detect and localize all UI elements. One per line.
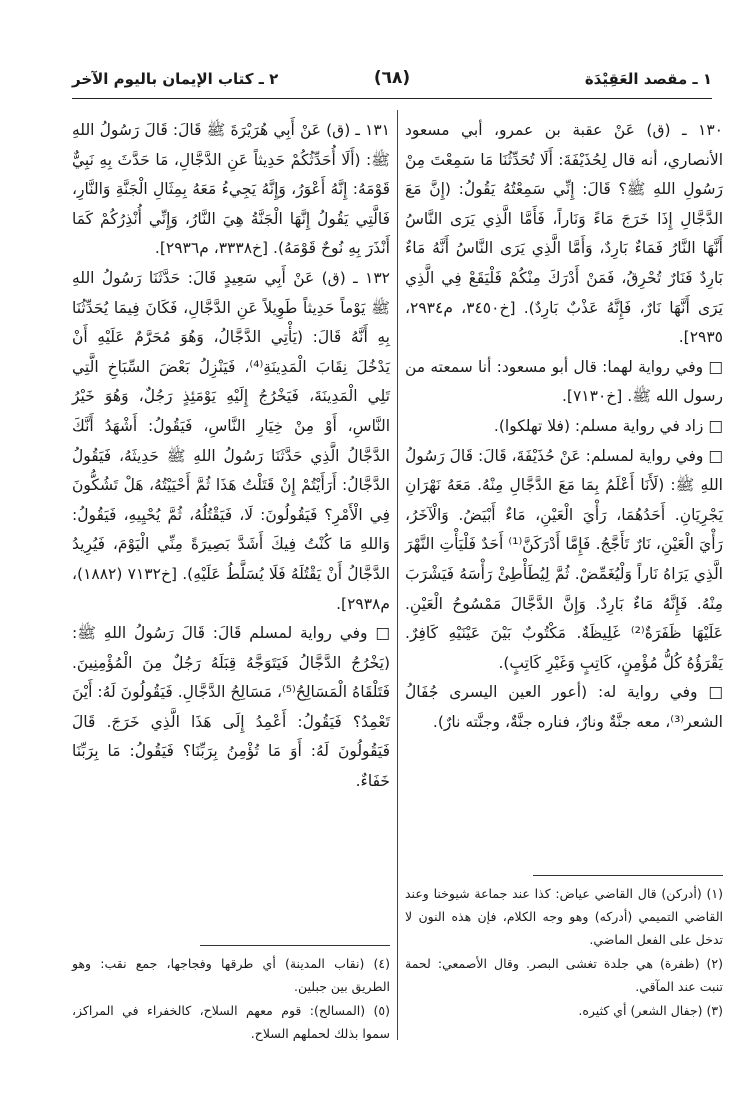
footnote-1: (١) (أدركن) قال القاضي عياض: كذا عند جماعة شيوخنا وعند القاضي التميمي (أدركه) وهو وجه الكلام، فإن هذه النون لا تدخل على الفعل الماضي. <box>405 886 723 947</box>
narration-note: □ وفي رواية لمسلم: عَنْ حُذَيْفَةَ، قَالَ: قَالَ رَسُولُ اللهِ ﷺ: (لَأَنَا أَعْلَمُ بِمَا مَعَ الدَّجَّالِ مِنْهُ. مَعَهُ نَهْرَانِ يَجْرِيَانِ. أَحَدُهُمَا، رَأْيَ الْعَيْنِ، مَاءٌ أَبْيَضُ. وَالْآخَرُ، رَأْيَ الْعَيْنِ، نَارٌ تَأَجَّجُ. فَإِمَّا أَدْرَكَنَّ⁽¹⁾ أَحَدٌ فَلْيَأْتِ النَّهْرَ الَّذِي يَرَاهُ نَاراً وَلْيُغَمِّضْ. ثُمَّ لِيُطَأْطِئْ رَأْسَهُ فَيَشْرَبَ مِنْهُ. فَإِنَّهُ مَاءٌ بَارِدٌ. وَإِنَّ الدَّجَّالَ مَمْسُوحُ الْعَيْنِ. عَلَيْهَا ظَفَرَةٌ⁽²⁾ غَلِيظَةٌ. مَكْتُوبٌ بَيْنَ عَيْنَيْهِ كَافِرٌ. يَقْرَؤُهُ كُلُّ مُؤْمِنٍ، كَاتِبٍ وَغَيْرِ كَاتِبٍ). <box>405 446 723 672</box>
footnote-4: (٤) (نقاب المدينة) أي طرقها وفجاجها، جمع نقب: وهو الطريق بين جبلين. <box>72 956 390 994</box>
footnote-3: (٣) (جفال الشعر) أي كثيره. <box>578 1003 723 1018</box>
narration-note: □ وفي رواية له: (أعور العين اليسرى جُفَالُ الشعر⁽³⁾، معه جنَّةٌ ونارٌ، فناره جنَّةٌ، وجنَّته نارٌ). <box>405 683 723 731</box>
narration-note: □ وفي رواية لهما: قال أبو مسعود: أنا سمعته من رسول الله ﷺ. [خ٧١٣٠]. <box>405 357 723 406</box>
narration-note: □ زاد في رواية مسلم: (فلا تهلكوا). <box>493 416 723 435</box>
footnote-separator <box>200 945 390 946</box>
narration-note: □ وفي رواية لمسلم قَالَ: قَالَ رَسُولُ اللهِ ﷺ: (يَخْرُجُ الدَّجَّالُ فَيَتَوَجَّهُ قِبَلَهُ رَجُلٌ مِنَ الْمُؤْمِنِينَ. فَتَلْقَاهُ الْمَسَالِحُ⁽⁵⁾، مَسَالِحُ الدَّجَّالِ. فَيَقُولُونَ لَهُ: أَيْنَ تَعْمِدُ؟ فَيَقُولُ: أَعْمِدُ إِلَى هَذَا الَّذِي خَرَجَ. قَالَ فَيَقُولُونَ لَهُ: أَوَ مَا تُؤْمِنُ بِرَبِّنَا؟ فَيَقُولُ: مَا بِرَبِّنَا خَفَاءٌ. <box>72 624 390 791</box>
footnote-2: (٢) (ظفرة) هي جلدة تغشى البصر. وقال الأصمعي: لحمة تنبت عند المآقي. <box>405 956 723 994</box>
header-section-title: ١ ـ مقصد العَقِيْدَة <box>584 70 712 88</box>
left-footnotes <box>72 952 390 1046</box>
hadith-130: ١٣٠ ـ (ق) عَنْ عقبة بن عمرو، أبي مسعود الأنصاري، أنه قال لِحُذَيْفَةَ: أَلَا تُحَدِّثُنَا مَا سَمِعْتَ مِنْ رَسُولِ اللهِ ﷺ؟ قَالَ: إِنِّي سَمِعْتُهُ يَقُولُ: (إِنَّ مَعَ الدَّجَّالِ إِذَا خَرَجَ مَاءً وَنَاراً، فَأَمَّا الَّذِي يَرَى النَّاسُ أَنَّهَا النَّارُ فَمَاءٌ بَارِدٌ، وَأَمَّا الَّذِي يَرَى النَّاسُ أَنَّهُ مَاءٌ بَارِدٌ فَنَارٌ تُحْرِقُ، فَمَنْ أَدْرَكَ مِنْكُمْ فَلْيَقَعْ فِي الَّذِي يَرَى أَنَّهَا نَارٌ، فَإِنَّهُ عَذْبٌ بَارِدٌ). [خ٣٤٥٠، م٢٩٣٤، ٢٩٣٥]. <box>405 121 723 347</box>
footnote-5: (٥) (المسالح): قوم معهم السلاح، كالخفراء في المراكز، سموا بذلك لحملهم السلاح. <box>72 1003 390 1041</box>
hadith-132: ١٣٢ ـ (ق) عَنْ أَبِي سَعِيدٍ قَالَ: حَدَّثَنَا رَسُولُ اللهِ ﷺ يَوْماً حَدِيثاً طَوِيلاً عَنِ الدَّجَّالِ، فَكَانَ فِيمَا يُحَدِّثُنَا بِهِ أَنَّهُ قَالَ: (يَأْتِي الدَّجَّالُ، وَهُوَ مُحَرَّمٌ عَلَيْهِ أَنْ يَدْخُلَ نِقَابَ الْمَدِينَةِ⁽⁴⁾، فَيَنْزِلُ بَعْضَ السِّبَاخِ الَّتِي تَلِي الْمَدِينَةَ، فَيَخْرُجُ إِلَيْهِ يَوْمَئِذٍ رَجُلٌ، وَهُوَ خَيْرُ النَّاسِ، أَوْ مِنْ خِيَارِ النَّاسِ، فَيَقُولُ: أَشْهَدُ أَنَّكَ الدَّجَّالُ الَّذِي حَدَّثَنَا رَسُولُ اللهِ ﷺ حَدِيثَهُ، فَيَقُولُ الدَّجَّالُ: أَرَأَيْتُمْ إِنْ قَتَلْتُ هَذَا ثُمَّ أَحْيَيْتُهُ، هَلْ تَشُكُّونَ فِي الْأَمْرِ؟ فَيَقُولُونَ: لَا، فَيَقْتُلُهُ، ثُمَّ يُحْيِيهِ، فَيَقُولُ: وَاللهِ مَا كُنْتُ فِيكَ أَشَدَّ بَصِيرَةً مِنِّي الْيَوْمَ، فَيُرِيدُ الدَّجَّالُ أَنْ يَقْتُلَهُ فَلَا يُسَلَّطُ عَلَيْهِ). [خ٧١٣٢ (١٨٨٢)، م٢٩٣٨]. <box>72 268 391 613</box>
right-column <box>405 116 723 737</box>
running-header <box>72 66 712 99</box>
hadith-131: ١٣١ ـ (ق) عَنْ أَبِي هُرَيْرَةَ ﷺ قَالَ: قَالَ رَسُولُ اللهِ ﷺ: (أَلَا أُحَدِّثُكُمْ حَدِيثاً عَنِ الدَّجَّالِ، مَا حَدَّثَ بِهِ نَبِيٌّ قَوْمَهُ: إِنَّهُ أَعْوَرُ، وَإِنَّهُ يَجِيءُ مَعَهُ بِمِثَالِ الْجَنَّةِ وَالنَّارِ، فَالَّتِي يَقُولُ إِنَّهَا الْجَنَّةُ هِيَ النَّارُ، وَإِنِّي أُنْذِرُكُمْ كَمَا أَنْذَرَ بِهِ نُوحٌ قَوْمَهُ). [خ٣٣٣٨، م٢٩٣٦]. <box>72 121 390 258</box>
page-number: (٦٨) <box>373 68 411 88</box>
left-column <box>72 116 390 797</box>
right-footnotes <box>405 882 723 1023</box>
column-divider <box>397 110 398 1040</box>
header-chapter-title: ٢ ـ كتاب الإيمان باليوم الآخر <box>72 70 279 88</box>
footnote-separator <box>533 875 723 876</box>
